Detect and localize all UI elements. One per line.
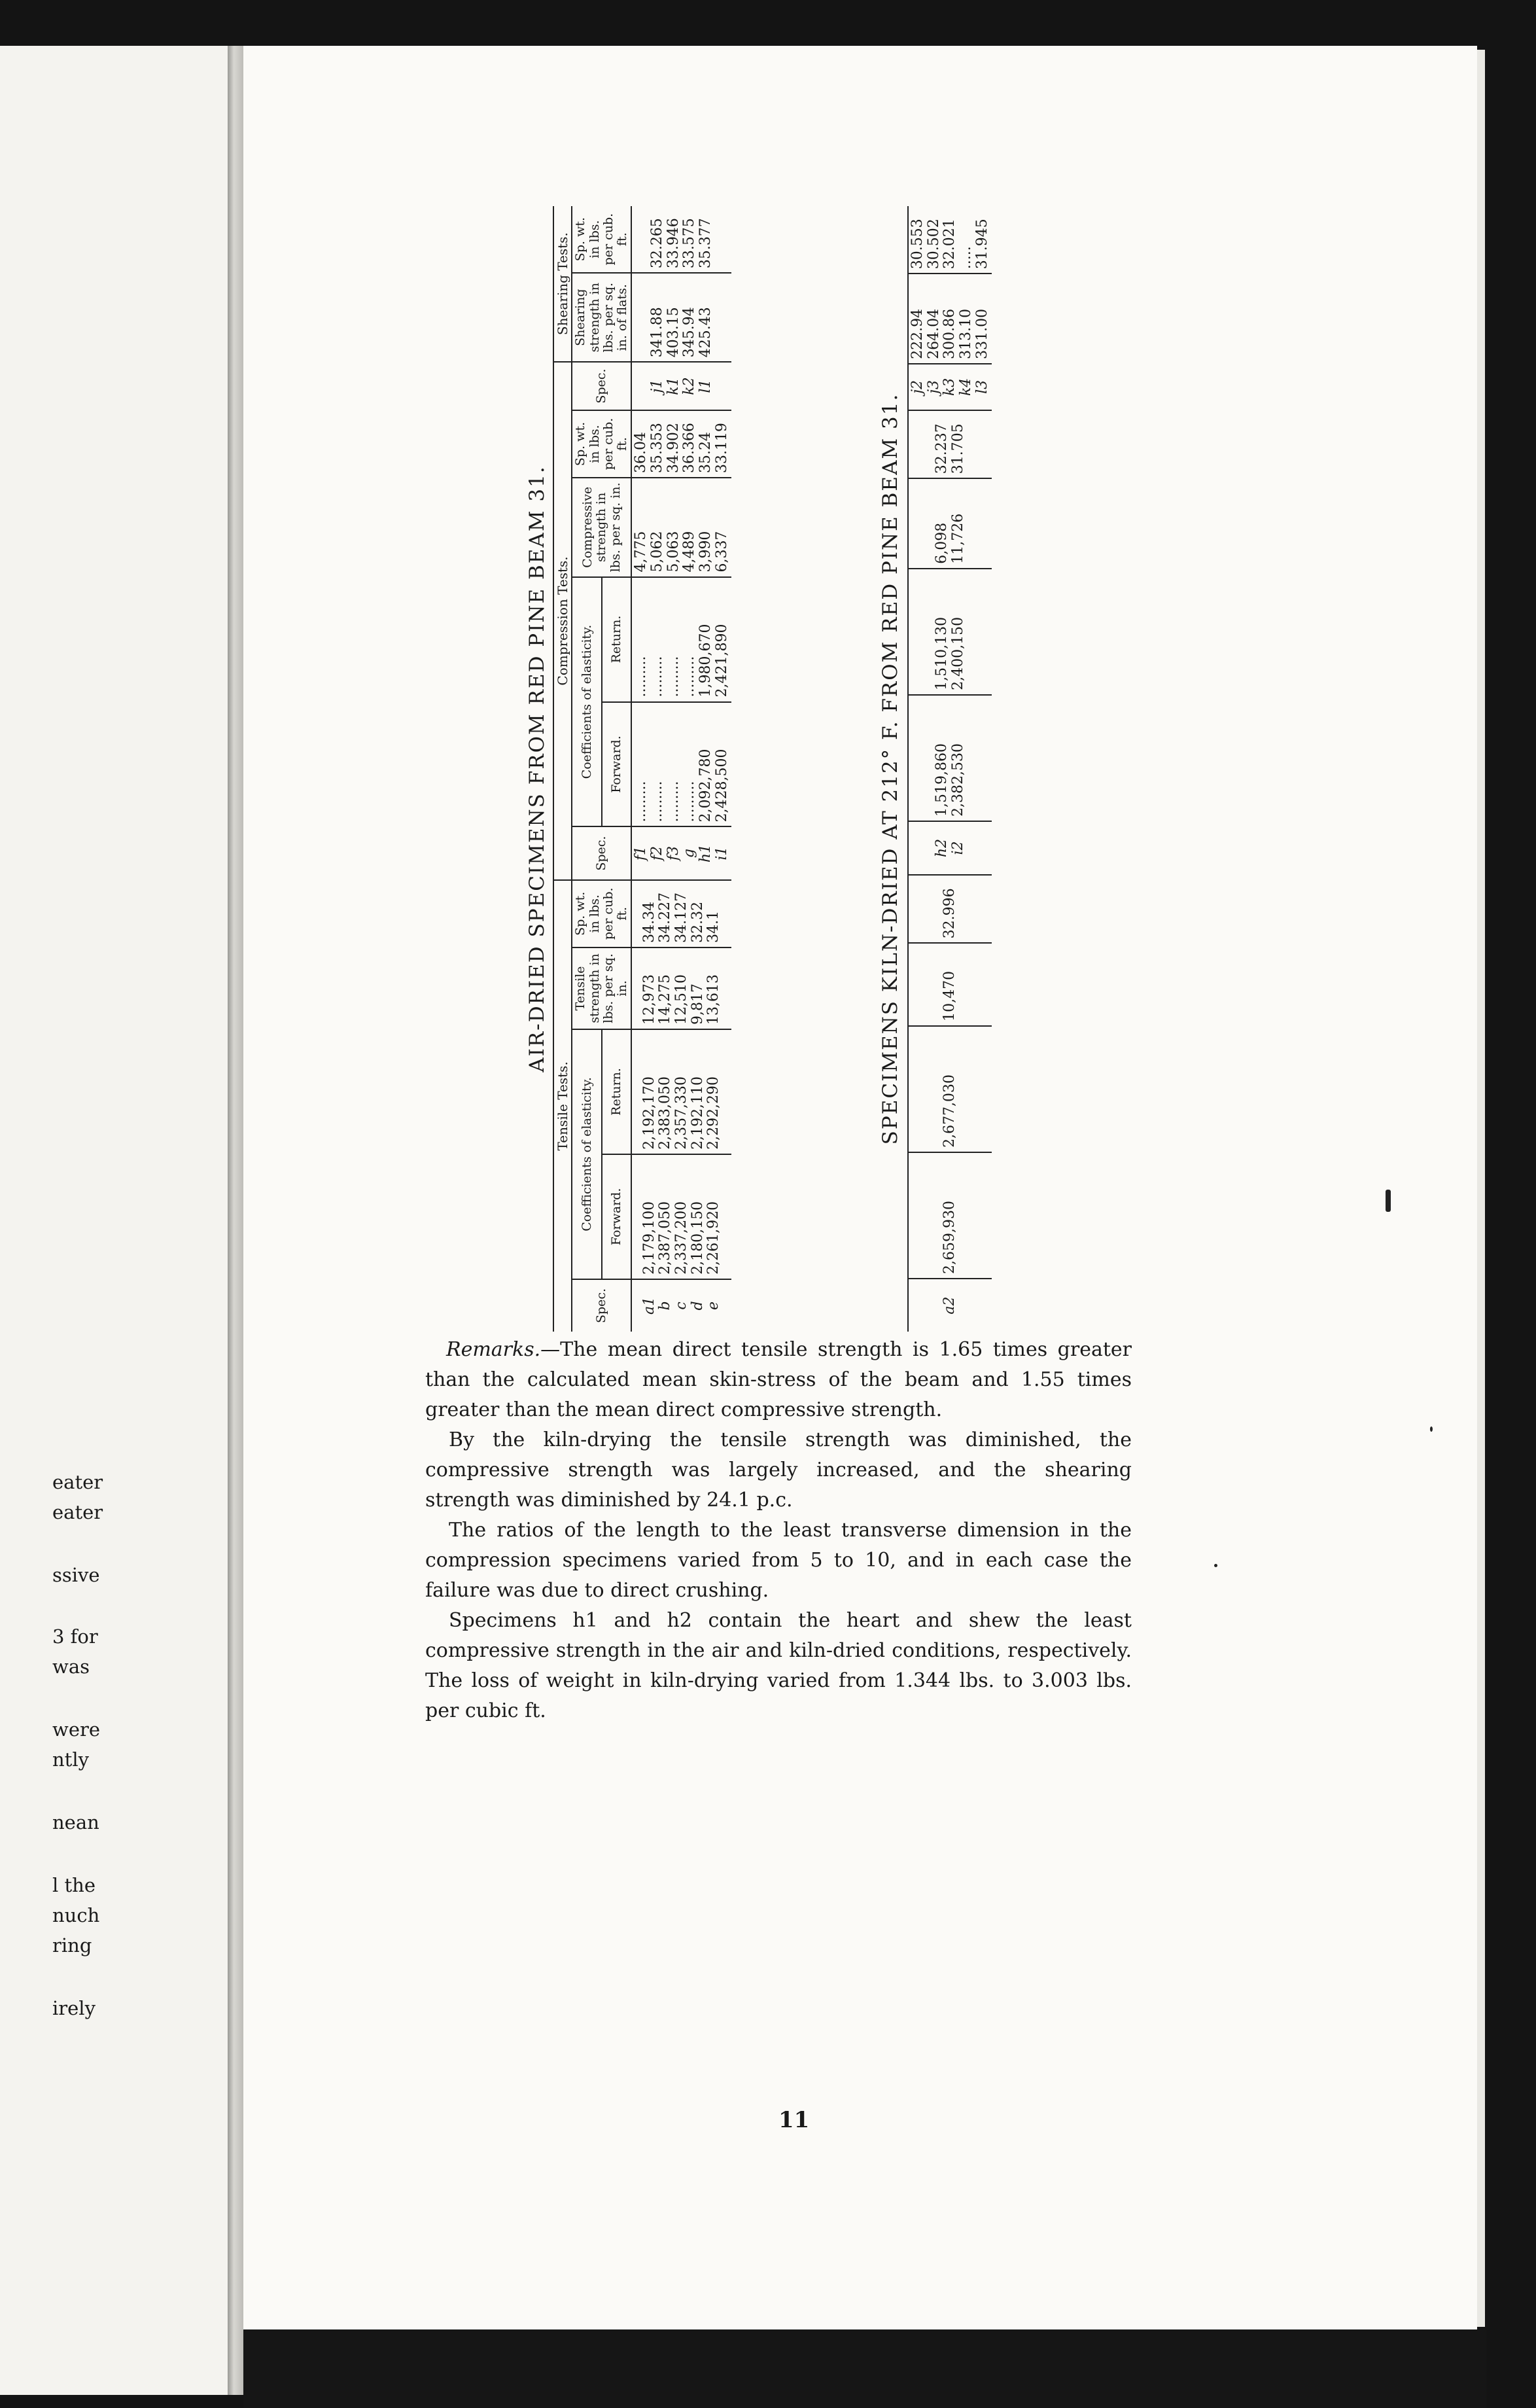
shearing-group-header: Shearing Tests. — [553, 206, 572, 362]
left-text-fragment: nean — [52, 1811, 99, 1833]
left-text-fragment: were — [52, 1718, 101, 1741]
page-edge — [1477, 50, 1485, 2327]
spec-cell: f1 f2 f3 g h1 i1 — [631, 826, 731, 879]
remarks-paragraph — [425, 1335, 1132, 1425]
sp-wt-cell: 30.553 30.502 32.021 ..... 31.945 — [908, 206, 992, 274]
sp-wt-header: Sp. wt. in lbs. per cub. ft. — [572, 206, 631, 273]
forward-cell: 1,519,860 2,382,530 — [908, 695, 992, 821]
shearing-strength-cell: 222.94 264.04 300.86 313.10 331.00 — [908, 274, 992, 364]
spec-cell: j1 k1 k2 l1 — [631, 362, 731, 410]
table-row — [631, 206, 731, 1332]
tensile-strength-cell: 10,470 — [908, 943, 992, 1026]
spec-cell: h2 i2 — [908, 821, 992, 875]
spec-cell — [631, 1279, 731, 1332]
scan-border — [243, 2329, 1486, 2408]
coeff-header: Coefficients of elasticity. — [572, 1029, 602, 1279]
sp-wt-cell: 36.04 35.353 34.902 36.366 35.24 33.119 — [631, 410, 731, 478]
coeff-header: Coefficients of elasticity. — [572, 577, 602, 827]
shearing-strength-header: Shearing strength in lbs. per sq. in. of flats. — [572, 273, 631, 362]
forward-cell: 2,659,930 — [908, 1152, 992, 1279]
forward-cell: 2,179,100 2,387,050 2,337,200 2,180,150 2,261,920 — [631, 1154, 731, 1279]
remarks-paragraph: Specimens h1 and h2 contain the heart and shew the least compressive strength in the air and kiln-dried conditions, respectively. The loss of weight in kiln-drying varied from 1.344 lbs. to 3.003 lbs. per cubic ft. — [425, 1609, 1132, 1722]
compressive-strength-header: Compressive strength in lbs. per sq. in. — [572, 478, 631, 577]
spec-header: Spec. — [572, 826, 631, 879]
kiln-dried-table-title: SPECIMENS KILN-DRIED AT 212° F. FROM RED PINE BEAM 31. — [879, 393, 902, 1145]
compressive-strength-cell: 6,098 11,726 — [908, 478, 992, 569]
remarks-section — [425, 1335, 1132, 1726]
scan-speck — [1430, 1426, 1433, 1432]
return-header: Return. — [602, 577, 632, 702]
remarks-lead: Remarks. — [446, 1338, 541, 1361]
left-text-fragment: ring — [52, 1934, 92, 1956]
rotated-table-area — [520, 206, 1076, 1332]
remarks-text: —The mean direct tensile strength is 1.65 times greater than the calculated mean skin-stress of the beam and 1.55 times greater than the mean direct compressive strength. — [425, 1338, 1132, 1421]
left-text-fragment: ntly — [52, 1748, 89, 1771]
left-text-fragment: ssive — [52, 1564, 100, 1586]
scan-speck — [1386, 1190, 1391, 1212]
forward-header: Forward. — [602, 702, 632, 827]
compressive-strength-cell: 4,775 5,062 5,063 4,489 3,990 6,337 — [631, 478, 731, 577]
shearing-strength-cell: 341.88 403.15 345.94 425.43 — [631, 273, 731, 362]
forward-cell: ......... ......... ......... ......... 2,092,780 2,428,500 — [631, 702, 731, 827]
left-text-fragment: was — [52, 1656, 90, 1678]
sp-wt-cell: 32.996 — [908, 875, 992, 943]
return-cell: 1,510,130 2,400,150 — [908, 569, 992, 695]
page-number: 11 — [778, 2107, 810, 2133]
scan-speck — [1214, 1564, 1217, 1567]
sp-wt-header: Sp. wt. in lbs. per cub. ft. — [572, 880, 631, 947]
spec-cell: a2 — [908, 1279, 992, 1332]
book-spine — [228, 46, 243, 2395]
tensile-strength-header: Tensile strength in lbs. per sq. in. — [572, 947, 631, 1029]
sp-wt-cell: 32.237 31.705 — [908, 410, 992, 478]
left-text-fragment: eater — [52, 1501, 103, 1523]
spec-header: Spec. — [572, 362, 631, 410]
return-cell: 2,677,030 — [908, 1026, 992, 1152]
spec-header: Spec. — [572, 1279, 631, 1332]
sp-wt-header: Sp. wt. in lbs. per cub. ft. — [572, 410, 631, 478]
forward-header: Forward. — [602, 1154, 632, 1279]
air-dried-table — [553, 206, 731, 1332]
left-text-fragment: eater — [52, 1471, 103, 1493]
kiln-dried-table — [907, 206, 992, 1332]
compression-group-header: Compression Tests. — [553, 362, 572, 879]
tensile-strength-cell: 12,973 14,275 12,510 9,817 13,613 — [631, 947, 731, 1029]
air-dried-table-title: AIR-DRIED SPECIMENS FROM RED PINE BEAM 31. — [525, 465, 549, 1072]
left-text-fragment: nuch — [52, 1904, 100, 1926]
table-row — [908, 206, 992, 1332]
return-header: Return. — [602, 1029, 632, 1154]
left-text-fragment: 3 for — [52, 1625, 98, 1648]
return-cell: ......... ......... ......... ......... 1,980,670 2,421,890 — [631, 577, 731, 702]
spec-cell: j2 j3 k3 k4 l3 — [908, 364, 992, 410]
sp-wt-cell: 32.265 33.946 33.575 35.377 — [649, 218, 714, 269]
return-cell: 2,192,170 2,383,050 2,357,330 2,192,110 2,292,290 — [631, 1029, 731, 1154]
left-text-fragment: irely — [52, 1997, 96, 2019]
remarks-paragraph: By the kiln-drying the tensile strength was diminished, the compressive strength was largely increased, and the shearing strength was diminished by 24.1 p.c. — [425, 1428, 1132, 1512]
spec-list: a1 b c d e — [640, 1296, 722, 1315]
left-page-fragment — [0, 46, 228, 2395]
sp-wt-cell: 34.34 34.227 34.127 32.32 34.1 — [631, 880, 731, 947]
tensile-group-header: Tensile Tests. — [553, 880, 572, 1332]
remarks-paragraph: The ratios of the length to the least transverse dimension in the compression specimens varied from 5 to 10, and in each case the failure was due to direct crushing. — [425, 1519, 1132, 1602]
left-text-fragment: l the — [52, 1874, 96, 1896]
